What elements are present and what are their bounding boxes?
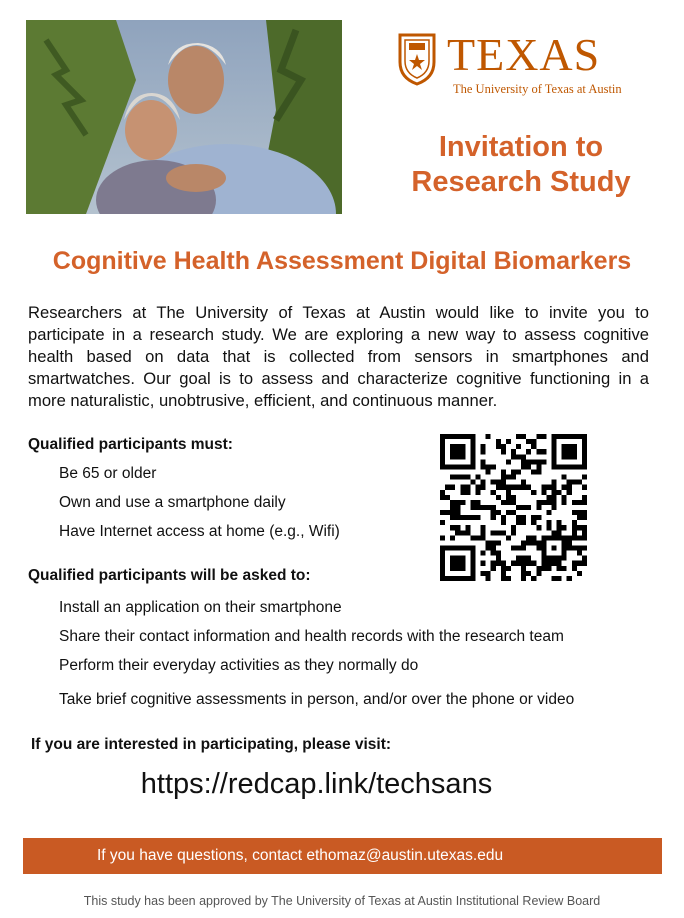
task-item: Perform their everyday activities as they normally do bbox=[59, 657, 419, 674]
page-title bbox=[380, 130, 662, 200]
logo-wordmark: TEXAS bbox=[447, 29, 601, 80]
task-item: Share their contact information and health records with the research team bbox=[59, 628, 564, 645]
study-headline: Cognitive Health Assessment Digital Biomarkers bbox=[52, 247, 632, 275]
task-item: Take brief cognitive assessments in person, and/or over the phone or video bbox=[59, 691, 575, 708]
ut-logo bbox=[397, 30, 637, 100]
intro-paragraph: Researchers at The University of Texas at Austin would like to invite you to participate in a research study. We are exploring a new way to assess cognitive health based on data that is collected from sensors in smartphones and smartwatches. Our goal is to assess and characterize cognitive functioning in a more naturalistic, unobtrusive, efficient, and continuous manner. bbox=[28, 303, 649, 410]
qualification-item: Have Internet access at home (e.g., Wifi) bbox=[59, 523, 340, 540]
logo-subtitle: The University of Texas at Austin bbox=[453, 82, 622, 96]
contact-text[interactable]: If you have questions, contact ethomaz@austin.utexas.edu bbox=[97, 847, 504, 864]
irb-footer: This study has been approved by The University of Texas at Austin Institutional Review Board bbox=[83, 894, 601, 908]
qr-code[interactable] bbox=[440, 434, 587, 581]
elderly-couple-photo bbox=[26, 20, 342, 214]
visit-prompt: If you are interested in participating, please visit: bbox=[31, 736, 392, 753]
task-item: Install an application on their smartphone bbox=[59, 599, 342, 616]
title-line-2: Research Study bbox=[411, 166, 631, 198]
ut-seal-icon bbox=[397, 32, 437, 86]
qualification-item: Be 65 or older bbox=[59, 465, 157, 482]
signup-link[interactable]: https://redcap.link/techsans bbox=[140, 768, 493, 800]
qualification-item: Own and use a smartphone daily bbox=[59, 494, 286, 511]
qualifications-heading: Qualified participants must: bbox=[28, 436, 233, 453]
contact-banner bbox=[23, 838, 662, 874]
title-line-1: Invitation to bbox=[438, 131, 604, 163]
tasks-heading: Qualified participants will be asked to: bbox=[28, 567, 311, 584]
